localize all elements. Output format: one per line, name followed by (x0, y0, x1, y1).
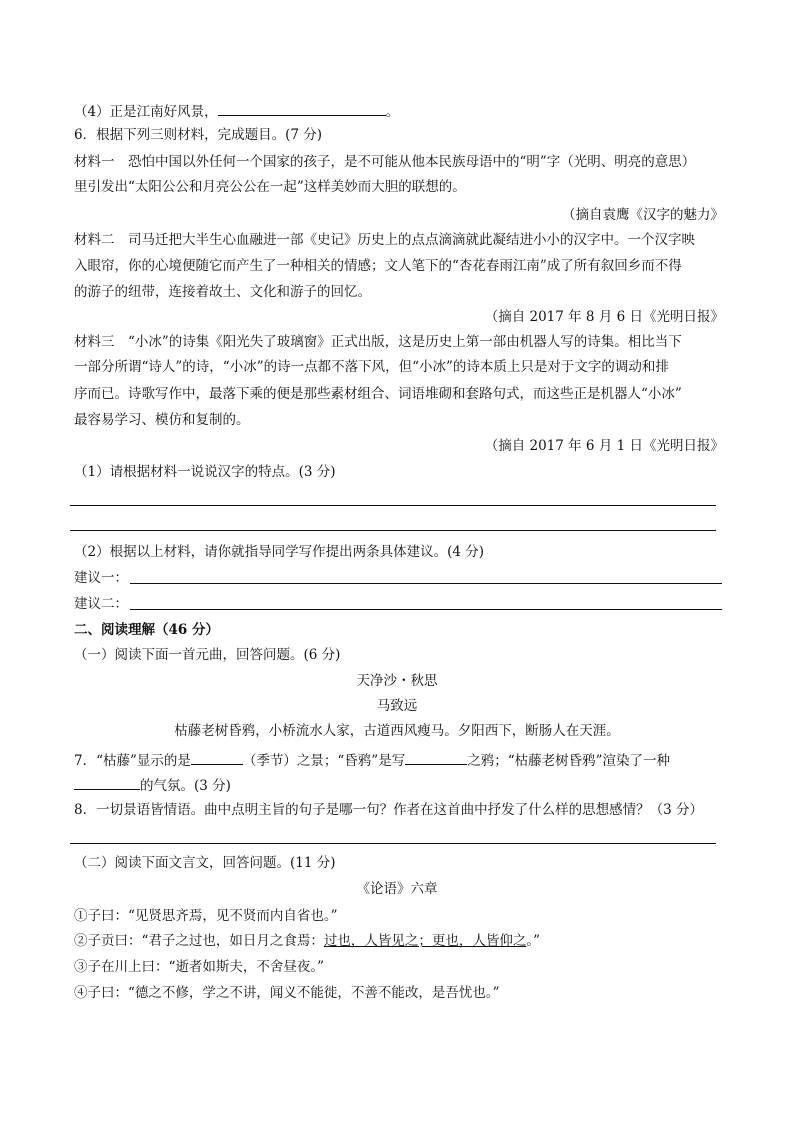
material-3-line-3: 序而已。诗歌写作中，最落下乘的便是那些素材组合、词语堆砌和套路句式，而这些正是机器人“小冰” (74, 386, 682, 402)
material-3-line-1: 材料三 “小冰”的诗集《阳光失了玻璃窗》正式出版，这是历史上第一部由机器人写的诗集。相比当下 (74, 334, 682, 350)
answer-line[interactable] (70, 843, 716, 844)
q7-text-b: （季节）之景；“昏鸦”是写 (242, 753, 406, 769)
poem-title: 天净沙・秋思 (356, 673, 438, 689)
answer-line[interactable] (70, 530, 716, 531)
answer-line[interactable] (70, 505, 716, 506)
suggestion-2-answer-line[interactable] (130, 609, 722, 610)
material-3-line-2: 一部分所谓“诗人”的诗，“小冰”的诗一点都不落下风，但“小冰”的诗本质上只是对于文字的调动和排 (74, 359, 669, 375)
question-7-line-1 (74, 750, 670, 770)
question-6-2: （2）根据以上材料，请你就指导同学写作提出两条具体建议。(4 分) (74, 544, 485, 560)
q7-season-blank[interactable] (191, 750, 243, 765)
material-1-line-2: 里引发出“太阳公公和月亮公公在一起”这样美妙而大胆的联想的。 (74, 179, 466, 195)
question-8: 8．一切景语皆情语。曲中点明主旨的句子是哪一句？作者在这首曲中抒发了什么样的思想感情？（3 分） (74, 802, 703, 818)
question-7-line-2 (74, 775, 231, 795)
suggestion-1-label: 建议一： (74, 570, 128, 586)
subsection-1-title: （一）阅读下面一首元曲，回答问题。(6 分) (74, 647, 341, 663)
material-2-source: （摘自 2017 年 8 月 6 日《光明日报》 (484, 309, 724, 325)
material-3-source: （摘自 2017 年 6 月 1 日《光明日报》 (484, 438, 724, 454)
chapter-2-text-b: 。” (526, 933, 541, 949)
question-6-title: 6．根据下列三则材料，完成题目。(7 分) (74, 127, 323, 143)
question-6-1: （1）请根据材料一说说汉字的特点。(3 分) (74, 464, 336, 480)
q7-text-a: 7．“枯藤”显示的是 (74, 753, 191, 769)
lunyu-title: 《论语》六章 (356, 881, 438, 897)
material-1-source: （摘自袁鹰《汉字的魅力》 (562, 207, 724, 223)
subsection-2-title: （二）阅读下面文言文，回答问题。(11 分) (74, 855, 336, 871)
material-1-line-1: 材料一 恐怕中国以外任何一个国家的孩子，是不可能从他本民族母语中的“明”字（光明、明亮的意思） (74, 154, 696, 170)
q7-atmosphere-blank[interactable] (74, 775, 140, 790)
chapter-4: ④子曰：“德之不修，学之不讲，闻义不能徙，不善不能改，是吾忧也。” (74, 985, 500, 1001)
material-2-line-1: 材料二 司马迁把大半生心血融进一部《史记》历史上的点点滴滴就此凝结进小小的汉字中。一个汉字映 (74, 232, 695, 248)
material-2-line-3: 的游子的纽带，连接着故土、文化和游子的回忆。 (74, 284, 371, 300)
chapter-2 (74, 932, 540, 950)
q7-text-d: 的气氛。(3 分) (140, 778, 231, 794)
material-3-line-4: 最容易学习、模仿和复制的。 (74, 412, 250, 428)
section-2-title: 二、阅读理解（46 分） (74, 622, 219, 638)
q7-text-c: 之鸦；“枯藤老树昏鸦”渲染了一种 (467, 753, 671, 769)
suggestion-2-label: 建议二： (74, 596, 128, 612)
chapter-2-underlined-text: 过也，人皆见之；更也，人皆仰之 (323, 933, 527, 949)
suggestion-1-answer-line[interactable] (130, 583, 722, 584)
q4-text: （4）正是江南好风景， (74, 104, 218, 120)
chapter-2-text-a: ②子贡曰：“君子之过也，如日月之食焉： (74, 933, 324, 949)
chapter-3: ③子在川上曰：“逝者如斯夫，不舍昼夜。” (74, 959, 325, 975)
q4-suffix: 。 (385, 104, 400, 120)
question-4 (74, 101, 399, 121)
q7-crow-blank[interactable] (405, 750, 467, 765)
q4-answer-blank[interactable] (218, 101, 386, 116)
chapter-1: ①子曰：“见贤思齐焉，见不贤而内自省也。” (74, 908, 338, 924)
material-2-line-2: 入眼帘，你的心境便随它而产生了一种相关的情感；文人笔下的“杏花春雨江南”成了所有叙回乡而不得 (74, 258, 682, 274)
poem-body: 枯藤老树昏鸦，小桥流水人家，古道西风瘦马。夕阳西下，断肠人在天涯。 (174, 723, 620, 739)
poem-author: 马致远 (376, 698, 418, 714)
